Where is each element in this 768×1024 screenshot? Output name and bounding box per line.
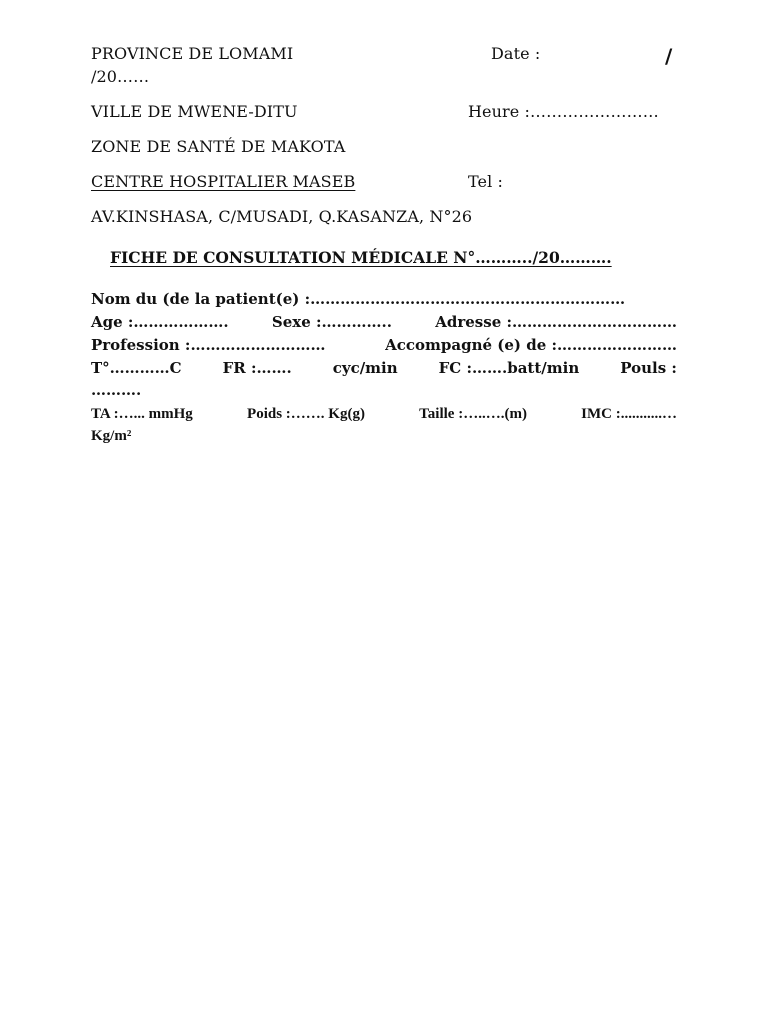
zone-label: ZONE DE SANTÉ DE MAKOTA [91,137,346,156]
date-year: /20…… [91,67,150,86]
pouls-label: Pouls : [620,359,677,377]
form-title: FICHE DE CONSULTATION MÉDICALE N°………../20………. [110,248,612,267]
profession-field: Profession :……………………… [91,336,326,354]
taille-field: Taille :…..….(m) [419,406,527,422]
fr-field: FR :……. [222,359,292,377]
field-row-nom [91,288,677,310]
age-field: Age :………………. [91,313,229,331]
field-row-profession [91,334,677,356]
centre-label: CENTRE HOSPITALIER MASEB [91,172,356,191]
date-label: Date : [491,44,541,63]
tel-label: Tel : [468,172,503,191]
nom-field: Nom du (de la patient(e) :……………………………………………………… [91,290,626,308]
adresse-label: AV.KINSHASA, C/MUSADI, Q.KASANZA, N°26 [91,207,473,226]
accompagne-field: Accompagné (e) de :…………………… [385,336,677,354]
province-label: PROVINCE DE LOMAMI [91,44,294,63]
sexe-field: Sexe :………….. [271,313,392,331]
adresse-field: Adresse :…………………………… [435,313,677,331]
fr-unit: cyc/min [332,359,398,377]
field-row-age [91,311,677,333]
imc-field: IMC :...........… [581,406,677,422]
pouls-value: ………. [91,381,142,399]
fc-field: FC :…….batt/min [438,359,580,377]
field-row-vitals [91,357,677,379]
ta-field: TA :…... mmHg [91,406,193,422]
ville-label: VILLE DE MWENE-DITU [91,102,298,121]
heure-field: Heure :…………………… [468,102,659,121]
imc-unit: Kg/m² [91,428,132,444]
temperature-field: T°…………C [91,359,182,377]
field-row-measures [91,403,677,425]
poids-field: Poids :……. Kg(g) [247,406,365,422]
date-slash: / [665,44,673,68]
